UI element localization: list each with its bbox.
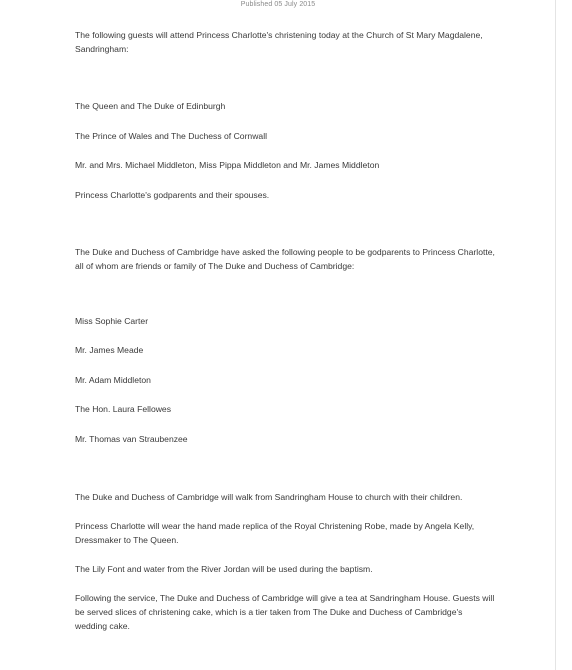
godparent-item: Miss Sophie Carter xyxy=(75,315,149,326)
spacer xyxy=(75,273,495,314)
intro-paragraph: The following guests will attend Princess Charlotte's christening today at the Church of St Mary Magdalene, Sandringham: xyxy=(75,30,483,54)
godparent-item: Mr. Thomas van Straubenzee xyxy=(75,433,188,444)
guest-item: Mr. and Mrs. Michael Middleton, Miss Pippa Middleton and Mr. James Middleton xyxy=(75,160,380,170)
godparents-intro-paragraph: The Duke and Duchess of Cambridge have asked the following people to be godparents to Princess Charlotte, all of whom are friends or family of The Duke and Duchess of Cambridge: xyxy=(75,246,495,271)
guest-item: The Queen and The Duke of Edinburgh xyxy=(75,101,226,111)
spacer xyxy=(75,547,495,562)
spacer xyxy=(75,56,495,99)
godparent-item: Mr. James Meade xyxy=(75,345,144,355)
guest-item: Princess Charlotte's godparents and their spouses. xyxy=(75,189,270,200)
spacer xyxy=(75,417,495,432)
guest-item: The Prince of Wales and The Duchess of Cornwall xyxy=(75,130,268,141)
article-body xyxy=(75,28,495,633)
spacer xyxy=(75,358,495,373)
spacer xyxy=(75,144,495,159)
detail-paragraph: The Duke and Duchess of Cambridge will walk from Sandringham House to church with their children. xyxy=(75,491,463,502)
spacer xyxy=(75,173,495,188)
godparent-item: The Hon. Laura Fellowes xyxy=(75,404,172,414)
detail-paragraph: The Lily Font and water from the River Jordan will be used during the baptism. xyxy=(75,563,373,574)
spacer xyxy=(75,388,495,403)
spacer xyxy=(75,329,495,344)
spacer xyxy=(75,504,495,519)
spacer xyxy=(75,114,495,129)
detail-paragraph: Following the service, The Duke and Duchess of Cambridge will give a tea at Sandringham House. Guests will be served slices of christening cake, which is a tier taken from The Duke and Duchess of Cambridge's wedding cake. xyxy=(75,592,495,631)
godparent-item: Mr. Adam Middleton xyxy=(75,374,151,385)
detail-paragraph: Princess Charlotte will wear the hand made replica of the Royal Christening Robe, made by Angela Kelly, Dressmaker to The Queen. xyxy=(75,520,475,545)
spacer xyxy=(75,203,495,245)
published-date: Published 05 July 2015 xyxy=(240,1,316,8)
spacer xyxy=(75,576,495,591)
spacer xyxy=(75,447,495,490)
